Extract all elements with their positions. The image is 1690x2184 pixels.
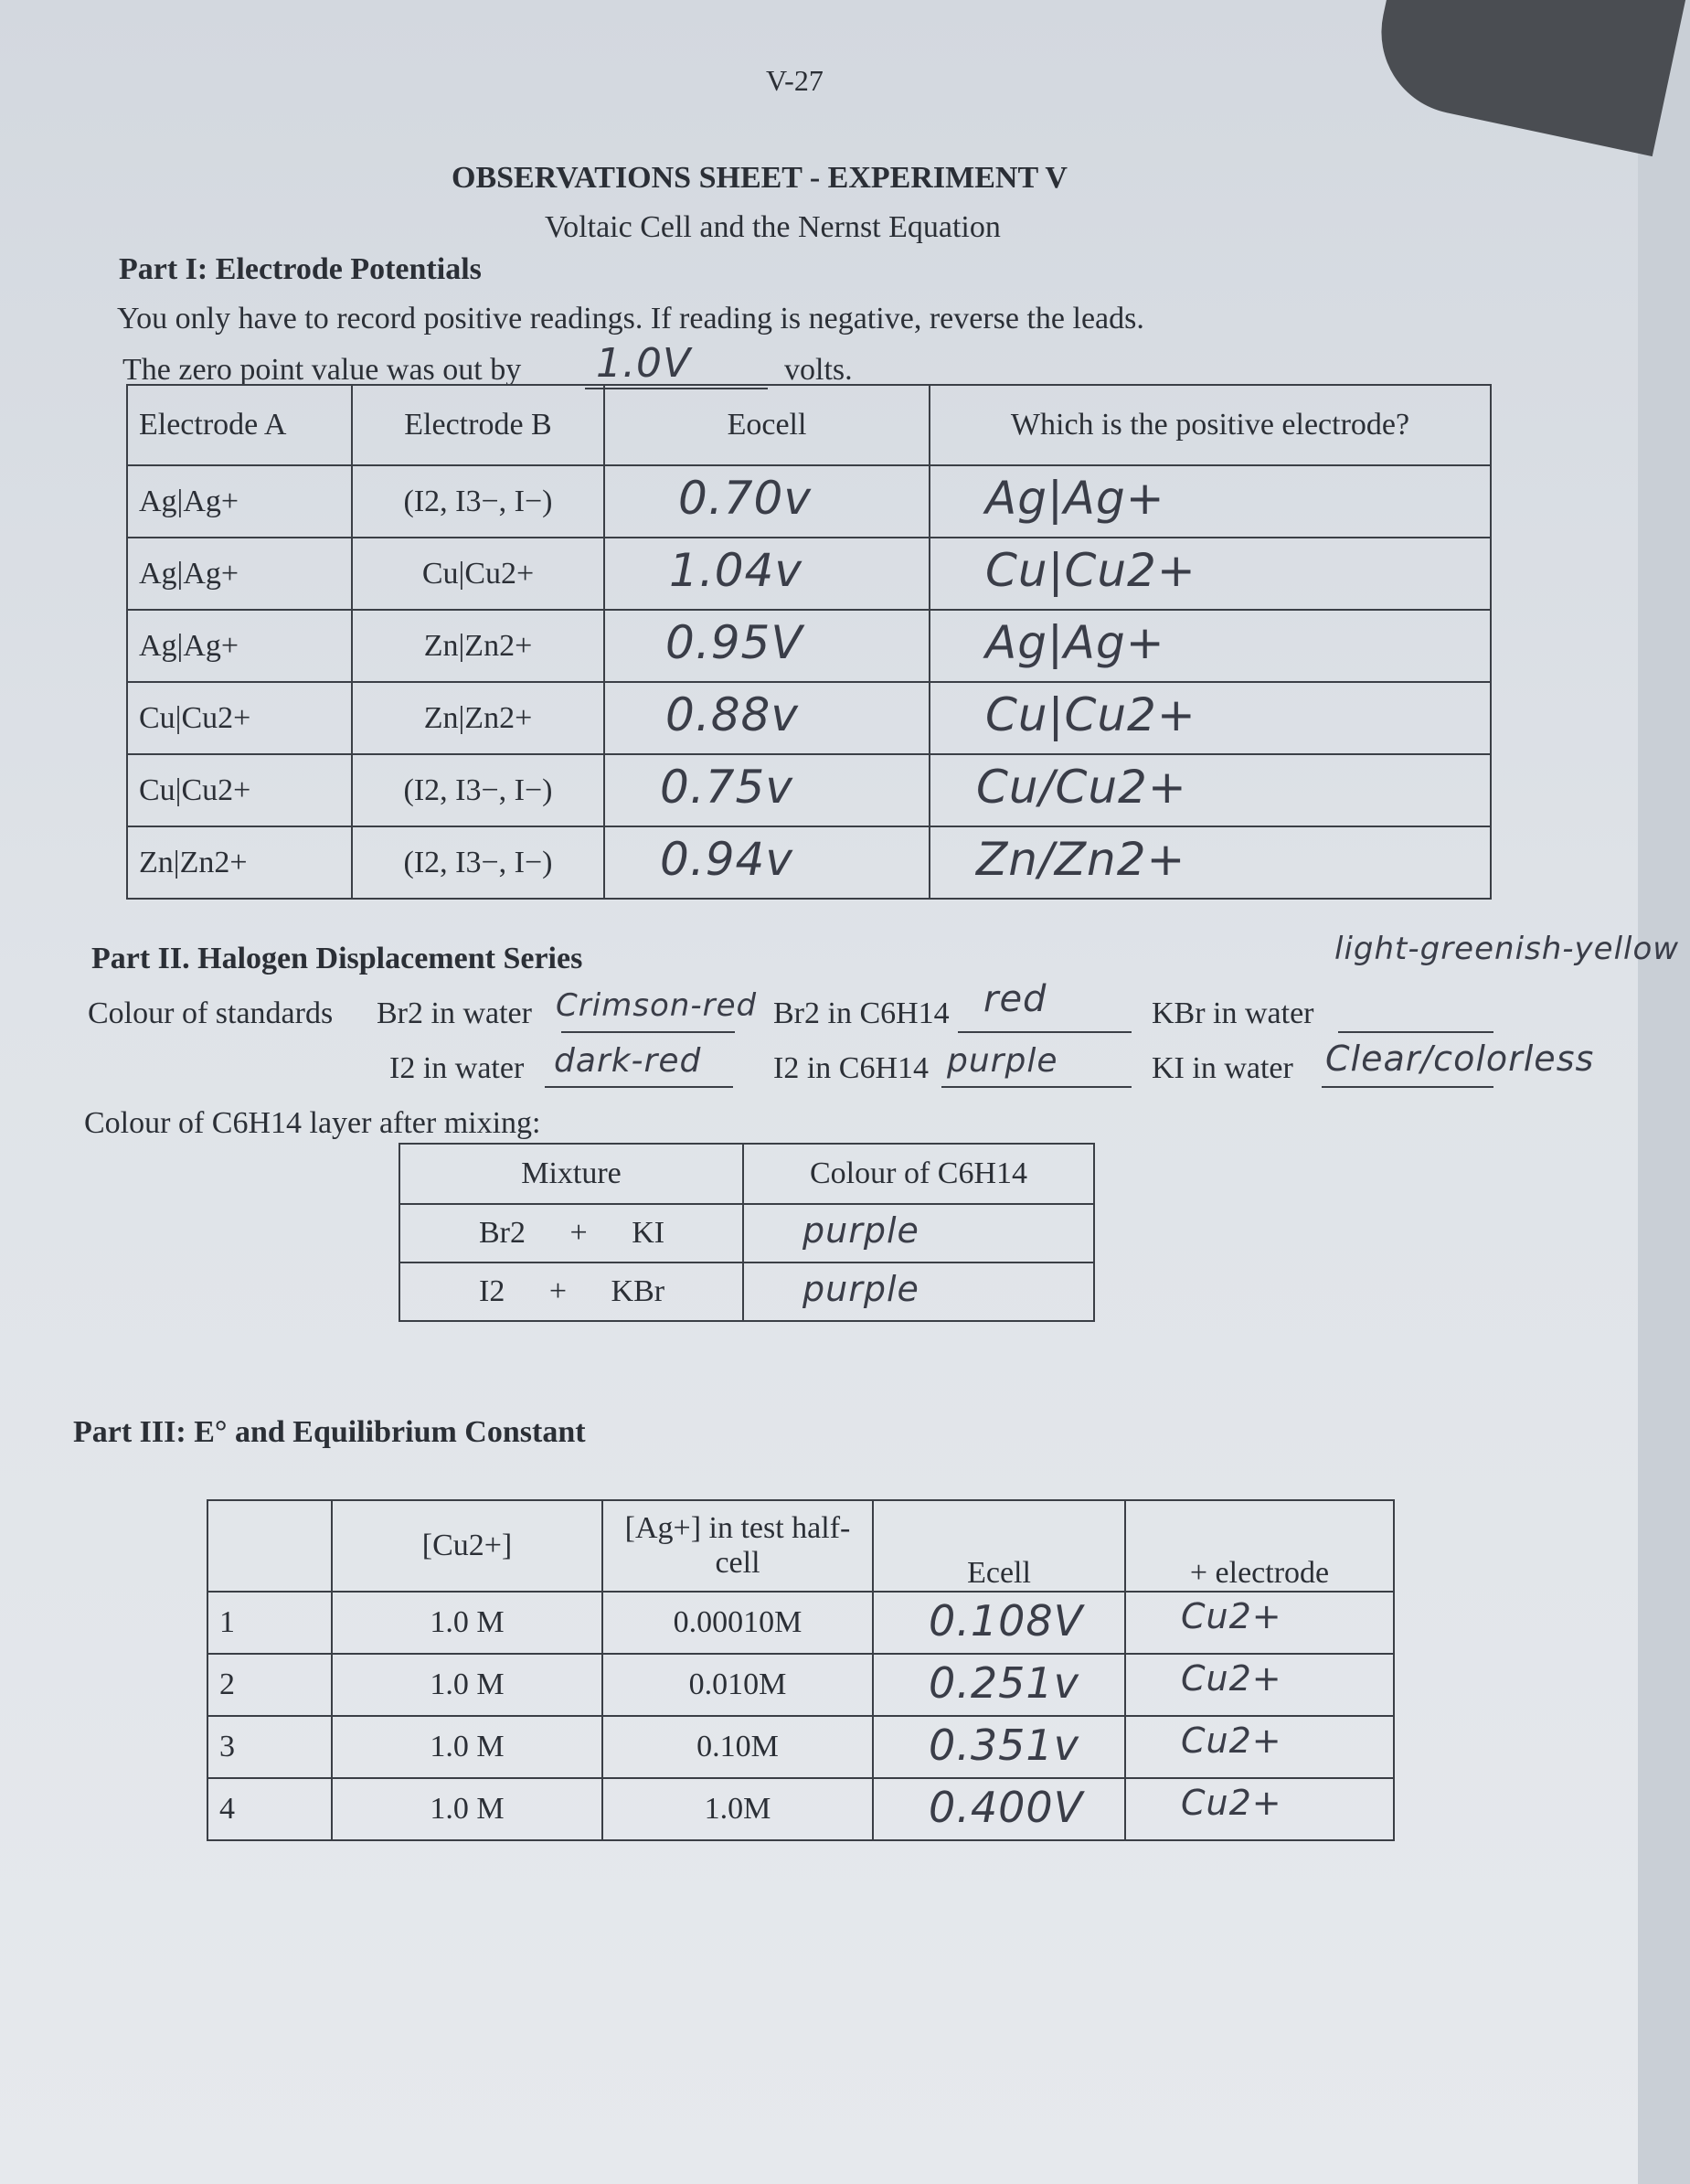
header-electrode-a: Electrode A bbox=[127, 385, 352, 465]
plus-electrode-cell bbox=[1125, 1592, 1394, 1654]
ecell-cell bbox=[604, 465, 930, 538]
ecell-value: 0.94v bbox=[660, 833, 793, 886]
electrode-a: Ag|Ag+ bbox=[127, 538, 352, 610]
mixture-salt: KBr bbox=[611, 1274, 665, 1308]
ecell-cell bbox=[873, 1716, 1125, 1778]
br2-water-label: Br2 in water bbox=[377, 996, 532, 1030]
kbr-water-underline bbox=[1338, 1031, 1493, 1033]
ki-water-label: KI in water bbox=[1152, 1051, 1293, 1085]
zero-point-unit: volts. bbox=[784, 353, 853, 387]
colour-cell bbox=[743, 1204, 1094, 1262]
colour-cell bbox=[743, 1262, 1094, 1321]
header-ecell: Ecell bbox=[873, 1500, 1125, 1592]
ecell-value: 0.351v bbox=[929, 1721, 1079, 1770]
table-row bbox=[207, 1716, 1394, 1778]
standards-label: Colour of standards bbox=[88, 996, 334, 1030]
ecell-cell bbox=[873, 1654, 1125, 1716]
ecell-cell bbox=[604, 682, 930, 754]
electrode-a: Ag|Ag+ bbox=[127, 465, 352, 538]
ag-conc: 0.10M bbox=[602, 1716, 873, 1778]
ecell-cell bbox=[873, 1592, 1125, 1654]
positive-value: Ag|Ag+ bbox=[985, 472, 1165, 525]
ecell-cell bbox=[604, 538, 930, 610]
table-row bbox=[127, 538, 1491, 610]
positive-cell bbox=[930, 682, 1491, 754]
table-row bbox=[399, 1262, 1094, 1321]
device-corner bbox=[1366, 0, 1690, 156]
ecell-cell bbox=[873, 1778, 1125, 1840]
ecell-value: 0.400V bbox=[929, 1783, 1084, 1832]
row-index: 3 bbox=[207, 1716, 332, 1778]
row-index: 4 bbox=[207, 1778, 332, 1840]
plus-electrode-value: Cu2+ bbox=[1181, 1596, 1282, 1636]
br2-water-value: Crimson-red bbox=[556, 987, 758, 1024]
ki-water-underline bbox=[1322, 1086, 1493, 1088]
kbr-water-label: KBr in water bbox=[1152, 996, 1314, 1030]
electrode-b: (I2, I3−, I−) bbox=[352, 465, 604, 538]
table-row bbox=[127, 465, 1491, 538]
plus-electrode-cell bbox=[1125, 1654, 1394, 1716]
layer-label: Colour of C6H14 layer after mixing: bbox=[84, 1106, 541, 1140]
zero-point-value: 1.0V bbox=[596, 340, 692, 387]
positive-value: Cu|Cu2+ bbox=[985, 688, 1196, 741]
electrode-a: Ag|Ag+ bbox=[127, 610, 352, 682]
positive-value: Cu/Cu2+ bbox=[976, 761, 1187, 814]
ag-conc: 1.0M bbox=[602, 1778, 873, 1840]
table-row bbox=[127, 826, 1491, 899]
mixture-cell bbox=[399, 1262, 743, 1321]
table-row bbox=[399, 1204, 1094, 1262]
positive-cell bbox=[930, 826, 1491, 899]
header-index bbox=[207, 1500, 332, 1592]
colour-value: purple bbox=[802, 1210, 919, 1251]
mixture-table bbox=[399, 1143, 1095, 1322]
row-index: 1 bbox=[207, 1592, 332, 1654]
positive-value: Cu|Cu2+ bbox=[985, 544, 1196, 597]
part2-heading: Part II. Halogen Displacement Series bbox=[91, 942, 583, 975]
mixture-cell bbox=[399, 1204, 743, 1262]
ecell-value: 0.251v bbox=[929, 1658, 1079, 1708]
ecell-value: 0.108V bbox=[929, 1596, 1084, 1646]
cu-conc: 1.0 M bbox=[332, 1716, 602, 1778]
plus-sign: + bbox=[569, 1216, 588, 1250]
colour-value: purple bbox=[802, 1269, 919, 1309]
page-title: OBSERVATIONS SHEET - EXPERIMENT V bbox=[452, 161, 1068, 195]
header-cu-conc: [Cu2+] bbox=[332, 1500, 602, 1592]
electrode-a: Cu|Cu2+ bbox=[127, 682, 352, 754]
positive-cell bbox=[930, 538, 1491, 610]
electrode-potentials-table bbox=[126, 384, 1492, 900]
table-row bbox=[207, 1592, 1394, 1654]
plus-electrode-value: Cu2+ bbox=[1181, 1721, 1282, 1761]
ecell-cell bbox=[604, 826, 930, 899]
table-row bbox=[127, 754, 1491, 826]
plus-sign: + bbox=[548, 1274, 568, 1308]
table-row bbox=[207, 1778, 1394, 1840]
table-header-row bbox=[207, 1500, 1394, 1592]
header-electrode-b: Electrode B bbox=[352, 385, 604, 465]
header-positive-electrode: Which is the positive electrode? bbox=[930, 385, 1491, 465]
electrode-a: Cu|Cu2+ bbox=[127, 754, 352, 826]
mixture-halogen: Br2 bbox=[479, 1216, 526, 1250]
br2-hexane-underline bbox=[958, 1031, 1132, 1033]
i2-hexane-value: purple bbox=[947, 1042, 1058, 1080]
br2-water-underline bbox=[561, 1031, 735, 1033]
ecell-value: 0.70v bbox=[678, 472, 812, 525]
cu-conc: 1.0 M bbox=[332, 1654, 602, 1716]
electrode-b: Zn|Zn2+ bbox=[352, 610, 604, 682]
plus-electrode-value: Cu2+ bbox=[1181, 1783, 1282, 1823]
table-row bbox=[207, 1654, 1394, 1716]
positive-cell bbox=[930, 610, 1491, 682]
mixture-salt: KI bbox=[632, 1216, 665, 1250]
ecell-value: 0.95V bbox=[665, 616, 803, 669]
positive-cell bbox=[930, 465, 1491, 538]
zero-point-label: The zero point value was out by bbox=[122, 353, 522, 387]
table-header-row bbox=[399, 1144, 1094, 1204]
header-hexane-colour: Colour of C6H14 bbox=[743, 1144, 1094, 1204]
i2-hexane-label: I2 in C6H14 bbox=[773, 1051, 929, 1085]
ecell-cell bbox=[604, 754, 930, 826]
part1-heading: Part I: Electrode Potentials bbox=[119, 252, 482, 286]
ki-water-value: Clear/colorless bbox=[1325, 1039, 1595, 1079]
header-plus-electrode: + electrode bbox=[1125, 1500, 1394, 1592]
plus-electrode-value: Cu2+ bbox=[1181, 1658, 1282, 1699]
i2-water-value: dark-red bbox=[554, 1042, 702, 1080]
positive-cell bbox=[930, 754, 1491, 826]
electrode-b: (I2, I3−, I−) bbox=[352, 754, 604, 826]
electrode-b: Cu|Cu2+ bbox=[352, 538, 604, 610]
cu-conc: 1.0 M bbox=[332, 1592, 602, 1654]
header-ag-conc: [Ag+] in test half-cell bbox=[602, 1500, 873, 1592]
ecell-cell bbox=[604, 610, 930, 682]
br2-hexane-value: red bbox=[983, 978, 1047, 1020]
plus-electrode-cell bbox=[1125, 1716, 1394, 1778]
electrode-b: (I2, I3−, I−) bbox=[352, 826, 604, 899]
ag-conc: 0.00010M bbox=[602, 1592, 873, 1654]
positive-value: Zn/Zn2+ bbox=[976, 833, 1186, 886]
table-header-row bbox=[127, 385, 1491, 465]
plus-electrode-cell bbox=[1125, 1778, 1394, 1840]
kbr-water-value: light-greenish-yellow bbox=[1334, 931, 1680, 967]
positive-value: Ag|Ag+ bbox=[985, 616, 1165, 669]
ecell-value: 0.75v bbox=[660, 761, 793, 814]
table-row bbox=[127, 610, 1491, 682]
table-row bbox=[127, 682, 1491, 754]
i2-water-label: I2 in water bbox=[389, 1051, 525, 1085]
ecell-value: 0.88v bbox=[665, 688, 799, 741]
electrode-b: Zn|Zn2+ bbox=[352, 682, 604, 754]
header-mixture: Mixture bbox=[399, 1144, 743, 1204]
page-subtitle: Voltaic Cell and the Nernst Equation bbox=[545, 210, 1001, 244]
i2-water-underline bbox=[545, 1086, 733, 1088]
i2-hexane-underline bbox=[941, 1086, 1132, 1088]
cu-conc: 1.0 M bbox=[332, 1778, 602, 1840]
ag-conc: 0.010M bbox=[602, 1654, 873, 1716]
part3-heading: Part III: E° and Equilibrium Constant bbox=[73, 1415, 586, 1449]
mixture-halogen: I2 bbox=[479, 1274, 505, 1308]
part1-instruction: You only have to record positive readings. If reading is negative, reverse the leads. bbox=[117, 302, 1144, 336]
header-ecell: Eocell bbox=[604, 385, 930, 465]
ecell-value: 1.04v bbox=[669, 544, 802, 597]
equilibrium-table bbox=[207, 1499, 1395, 1841]
electrode-a: Zn|Zn2+ bbox=[127, 826, 352, 899]
row-index: 2 bbox=[207, 1654, 332, 1716]
br2-hexane-label: Br2 in C6H14 bbox=[773, 996, 950, 1030]
page-number: V-27 bbox=[766, 64, 824, 97]
